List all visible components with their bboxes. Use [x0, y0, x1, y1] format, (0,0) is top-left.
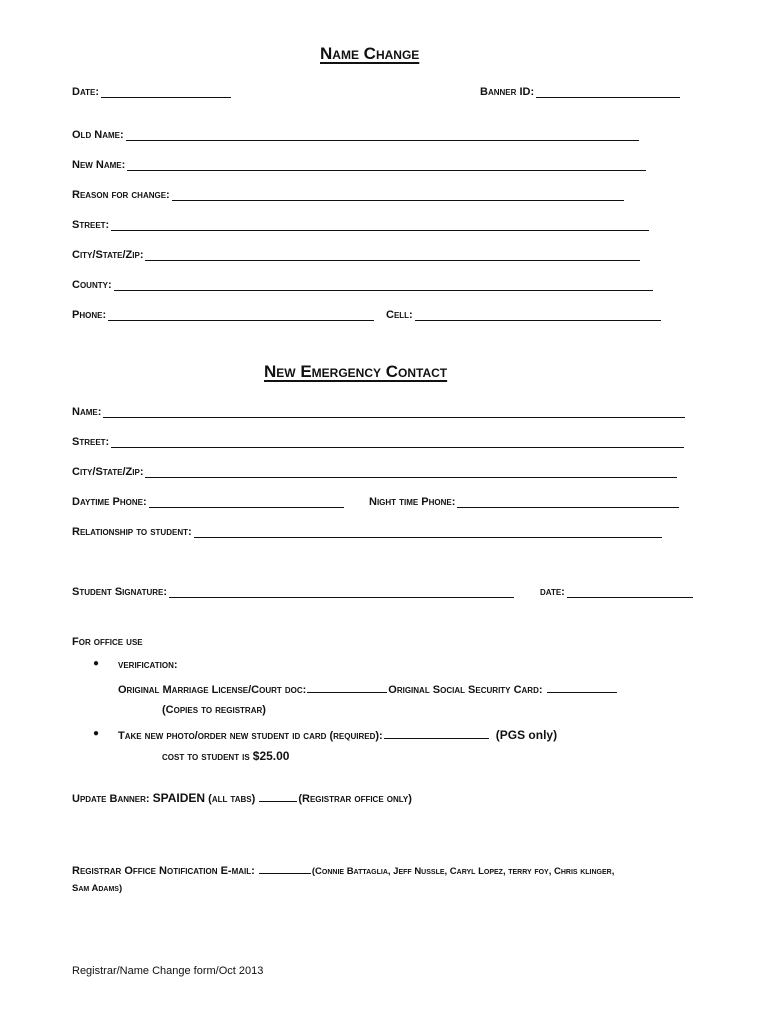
- ec-night-label: Night time Phone:: [369, 496, 456, 508]
- footer-text: Registrar/Name Change form/Oct 2013: [72, 965, 264, 977]
- signature-date-label: date:: [540, 586, 565, 598]
- cost-value: $25.00: [252, 749, 290, 763]
- street-field[interactable]: [111, 219, 649, 231]
- banner-id-field[interactable]: [536, 86, 680, 98]
- signature-date-field[interactable]: [567, 586, 693, 598]
- ec-daytime-row: [72, 496, 344, 508]
- ec-city-field[interactable]: [145, 466, 677, 478]
- city-row: [72, 249, 640, 261]
- county-row: [72, 279, 653, 291]
- date-label: Date:: [72, 86, 100, 98]
- update-banner-tabs: (all tabs): [208, 793, 256, 805]
- notification-field[interactable]: [259, 863, 311, 874]
- ec-name-row: [72, 406, 685, 418]
- signature-row: [72, 586, 514, 598]
- signature-date-row: [540, 586, 693, 598]
- ec-street-field[interactable]: [111, 436, 684, 448]
- marriage-license-label: Original Marriage License/Court doc:: [118, 684, 307, 696]
- city-field[interactable]: [145, 249, 640, 261]
- update-banner-note: (Registrar office only): [298, 793, 412, 805]
- photo-row: [118, 728, 557, 743]
- old-name-row: [72, 129, 639, 141]
- street-row: [72, 219, 649, 231]
- photo-label: Take new photo/order new student id card (required):: [118, 730, 383, 742]
- emergency-contact-title: New Emergency Contact: [264, 362, 448, 381]
- verification-docs-row: [118, 682, 618, 697]
- banner-id-row: [480, 86, 680, 98]
- cell-label: Cell:: [386, 309, 413, 321]
- reason-label: Reason for change:: [72, 189, 170, 201]
- copies-note: (Copies to registrar): [162, 704, 266, 716]
- cost-row: [162, 750, 289, 764]
- ec-city-label: City/State/Zip:: [72, 466, 144, 478]
- notification-label: Registrar Office Notification E-mail:: [72, 865, 255, 877]
- city-label: City/State/Zip:: [72, 249, 144, 261]
- ec-name-field[interactable]: [103, 406, 685, 418]
- notification-names: (Connie Battaglia, Jeff Nussle, Caryl Lopez, terry foy, Chris klinger,: [311, 866, 615, 877]
- county-field[interactable]: [114, 279, 653, 291]
- marriage-license-field[interactable]: [307, 682, 387, 693]
- cell-field[interactable]: [415, 309, 661, 321]
- cost-label: cost to student is: [162, 751, 250, 763]
- ec-daytime-field[interactable]: [149, 496, 344, 508]
- verification-label: verification:: [118, 659, 178, 671]
- ec-street-label: Street:: [72, 436, 110, 448]
- pgs-note: (PGS only): [495, 728, 558, 742]
- update-banner-label: Update Banner:: [72, 793, 150, 805]
- county-label: County:: [72, 279, 112, 291]
- date-row: [72, 86, 231, 98]
- signature-label: Student Signature:: [72, 586, 168, 598]
- ec-relationship-label: Relationship to student:: [72, 526, 192, 538]
- phone-row: [72, 309, 374, 321]
- ec-relationship-field[interactable]: [194, 526, 662, 538]
- phone-label: Phone:: [72, 309, 107, 321]
- ec-city-row: [72, 466, 677, 478]
- ec-night-row: [369, 496, 679, 508]
- reason-field[interactable]: [172, 189, 624, 201]
- update-banner-row: [72, 791, 412, 806]
- ec-street-row: [72, 436, 684, 448]
- photo-field[interactable]: [384, 728, 489, 739]
- notification-names-cont: Sam Adams): [72, 883, 123, 894]
- reason-row: [72, 189, 624, 201]
- ssc-field[interactable]: [547, 682, 617, 693]
- notification-row: [72, 863, 614, 878]
- date-field[interactable]: [101, 86, 231, 98]
- signature-field[interactable]: [169, 586, 514, 598]
- old-name-field[interactable]: [126, 129, 639, 141]
- ssc-label: Original Social Security Card:: [388, 684, 543, 696]
- old-name-label: Old Name:: [72, 129, 124, 141]
- cell-row: [386, 309, 661, 321]
- banner-id-label: Banner ID:: [480, 86, 535, 98]
- street-label: Street:: [72, 219, 110, 231]
- ec-relationship-row: [72, 526, 662, 538]
- phone-field[interactable]: [108, 309, 374, 321]
- update-banner-value: SPAIDEN: [152, 791, 206, 805]
- new-name-label: New Name:: [72, 159, 126, 171]
- update-banner-field[interactable]: [259, 791, 297, 802]
- office-use-header: For office use: [72, 636, 143, 648]
- bullet-icon: ●: [93, 658, 100, 669]
- name-change-title: Name Change: [320, 44, 420, 63]
- new-name-field[interactable]: [127, 159, 646, 171]
- new-name-row: [72, 159, 646, 171]
- ec-daytime-label: Daytime Phone:: [72, 496, 147, 508]
- bullet-icon: ●: [93, 728, 100, 739]
- ec-night-field[interactable]: [457, 496, 679, 508]
- ec-name-label: Name:: [72, 406, 102, 418]
